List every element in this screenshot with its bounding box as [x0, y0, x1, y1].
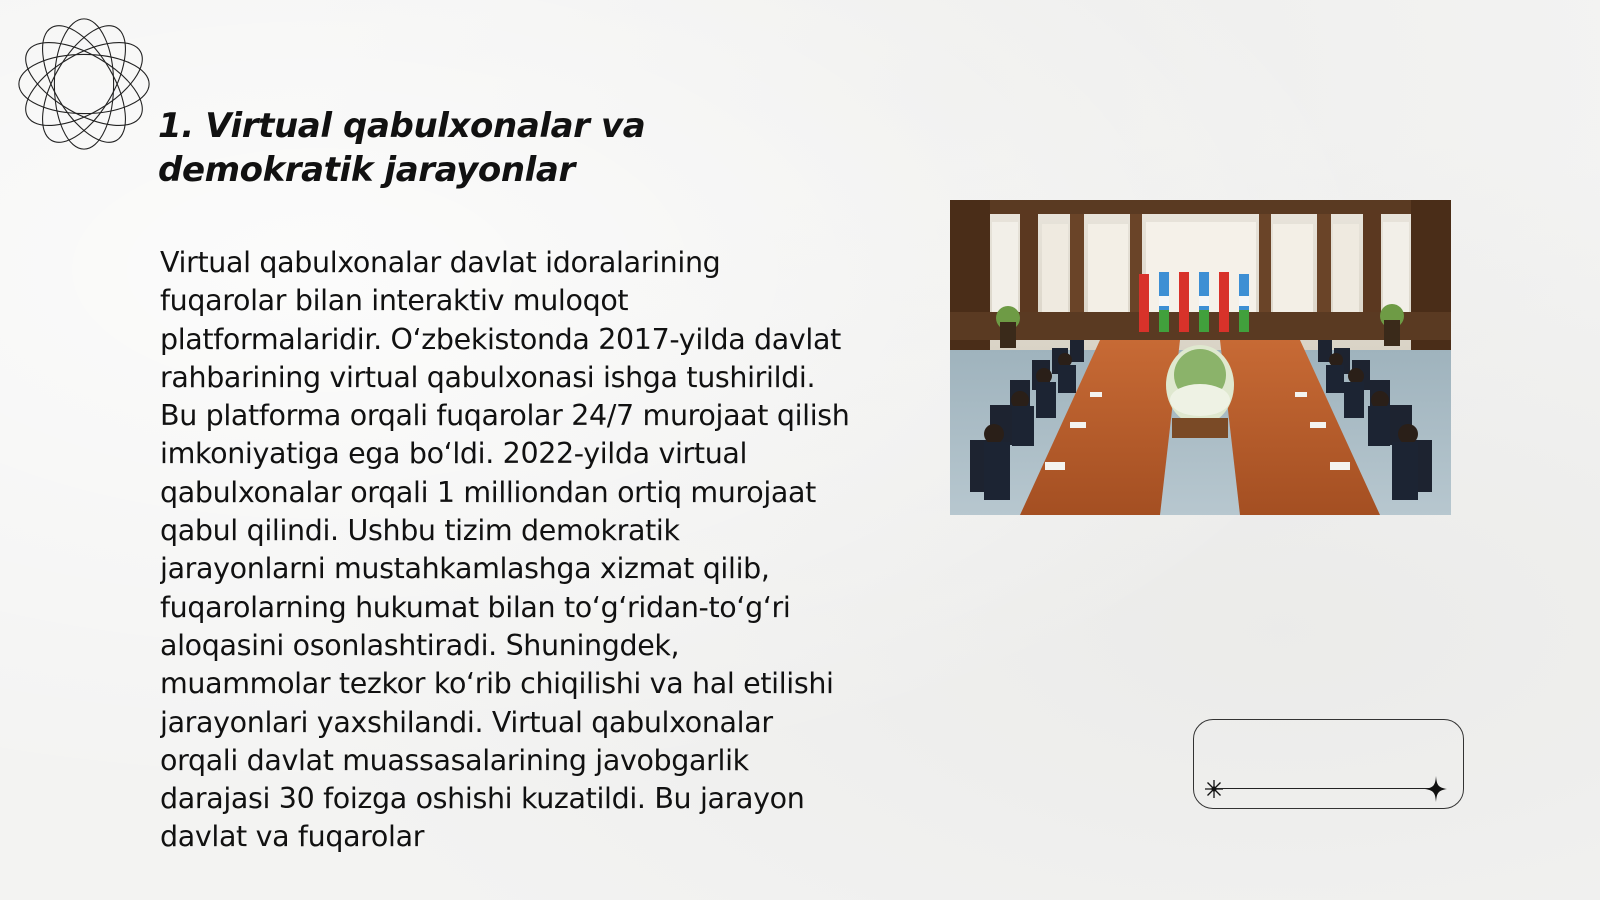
divider-line: [1216, 788, 1437, 789]
star-icon: [1425, 776, 1447, 802]
meeting-photo: [950, 200, 1451, 515]
slide-title: 1. Virtual qabulxonalar va demokratik jarayonlar: [158, 106, 646, 190]
sparkle-icon: [1203, 778, 1225, 800]
circular-ornament-icon: [10, 10, 158, 158]
slide-body-text: Virtual qabulxonalar davlat idoralarining fuqarolar bilan interaktiv muloqot platformalaridir. O‘zbekistonda 2017-yilda davlat rahbarining virtual qabulxonasi ishga tushirildi. Bu platforma orqali fuqarolar 24/7 murojaat qilish imkoniyatiga ega bo‘ldi. 2022-yilda virtual qabulxonalar orqali 1 milliondan ortiq murojaat qabul qilindi. Ushbu tizim demokratik jarayonlarni mustahkamlashga xizmat qilib, fuqarolarning hukumat bilan to‘g‘ridan-to‘g‘ri aloqasini osonlashtiradi. Shuningdek, muammolar tezkor ko‘rib chiqilishi va hal etilishi jarayonlari yaxshilandi. Virtual qabulxonalar orqali davlat muassasalarining javobgarlik darajasi 30 foizga oshishi kuzatildi. Bu jarayon davlat va fuqarolar: [160, 246, 850, 854]
decorative-box: [1193, 719, 1464, 809]
